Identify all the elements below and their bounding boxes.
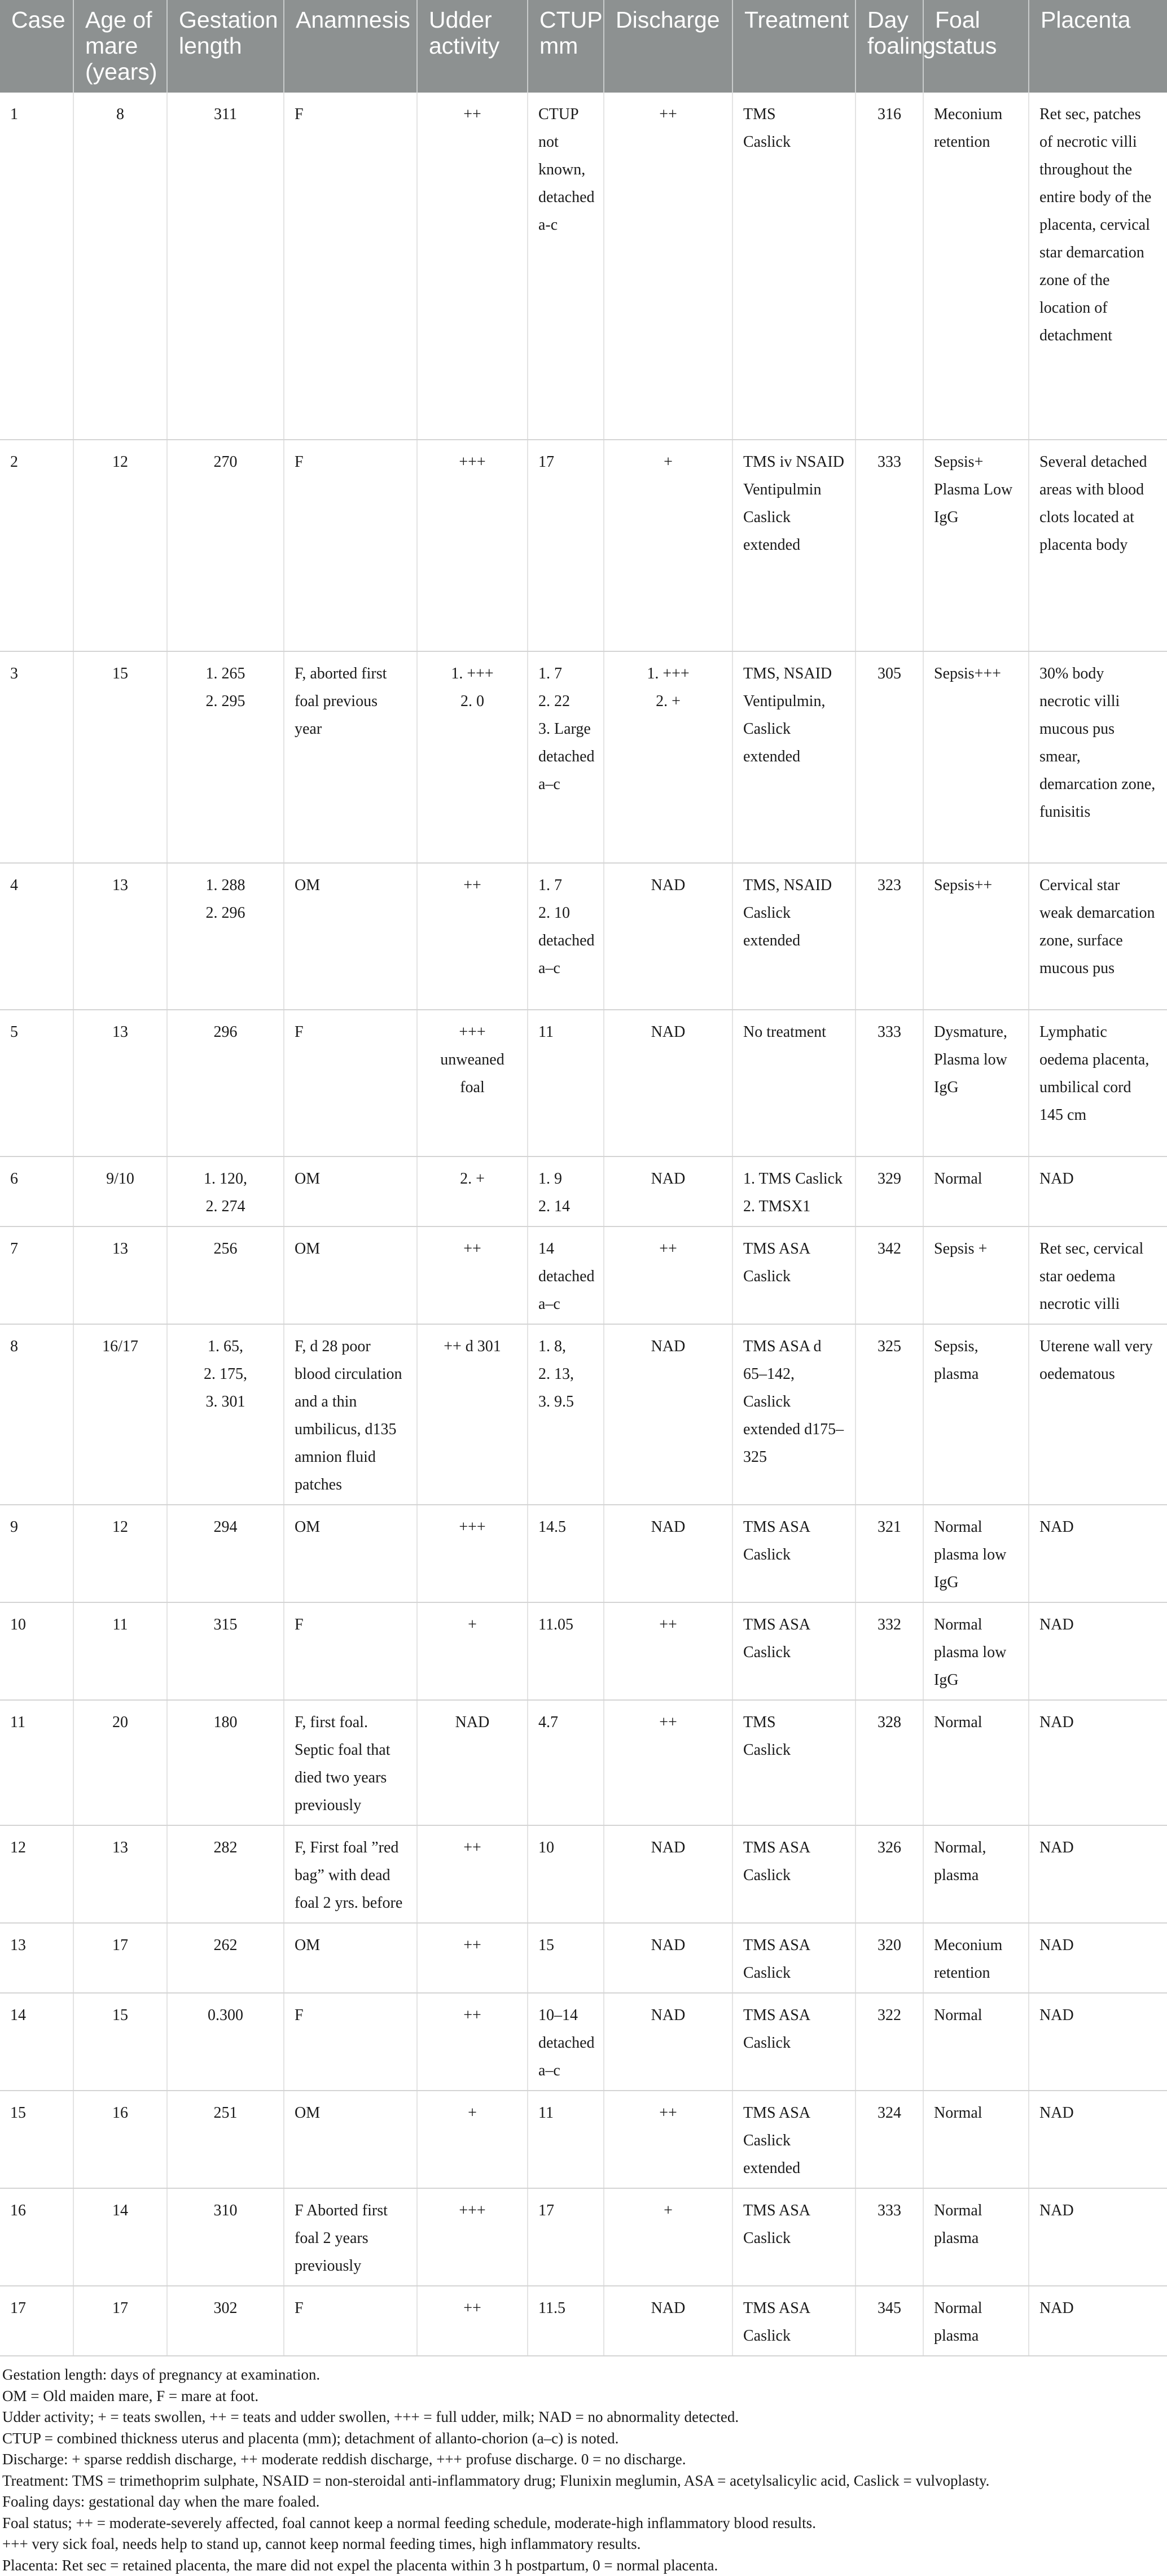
cell-foal-status: Normal (923, 1700, 1029, 1825)
table-row (0, 1700, 1167, 1825)
cell-treatment: TMS ASA d 65–142, Caslick extended d175–325 (732, 1324, 855, 1505)
cell-anamnesis: F (284, 440, 417, 651)
cell-discharge: NAD (604, 1010, 732, 1156)
cell-placenta: NAD (1029, 2188, 1167, 2286)
table-body (0, 93, 1167, 2356)
table-row (0, 1010, 1167, 1156)
footnote-line: Discharge: + sparse reddish discharge, ++ moderate reddish discharge, +++ profuse discharge. 0 = no discharge. (2, 2449, 1165, 2470)
cell-udder: ++ (417, 1993, 528, 2091)
cell-foal-status: Meconium retention (923, 1923, 1029, 1993)
cell-case: 16 (0, 2188, 73, 2286)
footnote-line: Foal status; ++ = moderate-severely affected, foal cannot keep a normal feeding schedule, moderate-high inflammatory blood results. (2, 2513, 1165, 2534)
cell-placenta: Lymphatic oedema placenta, umbilical cord 145 cm (1029, 1010, 1167, 1156)
cell-discharge: + (604, 2188, 732, 2286)
cell-foal-status: Sepsis+ Plasma Low IgG (923, 440, 1029, 651)
cell-gestation: 282 (167, 1825, 284, 1923)
cell-discharge: NAD (604, 863, 732, 1010)
cell-ctup: 11.05 (528, 1602, 604, 1700)
cell-treatment: TMS ASA Caslick extended (732, 2091, 855, 2188)
cell-udder: ++ (417, 1923, 528, 1993)
cell-gestation: 1. 120, 2. 274 (167, 1156, 284, 1226)
cell-case: 5 (0, 1010, 73, 1156)
cell-ctup: 17 (528, 440, 604, 651)
table-row (0, 1324, 1167, 1505)
cell-treatment: TMS ASA Caslick (732, 1226, 855, 1324)
cell-discharge: NAD (604, 2286, 732, 2356)
cell-treatment: TMS Caslick (732, 1700, 855, 1825)
table-footnotes (0, 2356, 1167, 2576)
cell-discharge: NAD (604, 1825, 732, 1923)
cell-case: 11 (0, 1700, 73, 1825)
cell-anamnesis: F (284, 1602, 417, 1700)
cell-foal-status: Normal plasma (923, 2188, 1029, 2286)
cell-foal-status: Normal (923, 2091, 1029, 2188)
cell-udder: 2. + (417, 1156, 528, 1226)
cell-treatment: TMS, NSAID Caslick extended (732, 863, 855, 1010)
cell-gestation: 256 (167, 1226, 284, 1324)
cell-foal-status: Sepsis + (923, 1226, 1029, 1324)
cell-treatment: TMS Caslick (732, 93, 855, 440)
cell-udder: +++ (417, 1505, 528, 1602)
cell-day-foaling: 320 (855, 1923, 923, 1993)
footnote-line: CTUP = combined thickness uterus and placenta (mm); detachment of allanto-chorion (a–c) is noted. (2, 2428, 1165, 2450)
cell-discharge: NAD (604, 1156, 732, 1226)
cell-udder: ++ (417, 1825, 528, 1923)
cell-case: 4 (0, 863, 73, 1010)
cell-placenta: NAD (1029, 1156, 1167, 1226)
cell-anamnesis: F, First foal ”red bag” with dead foal 2 yrs. before (284, 1825, 417, 1923)
cell-age: 12 (73, 440, 167, 651)
cell-anamnesis: F (284, 2286, 417, 2356)
cell-gestation: 270 (167, 440, 284, 651)
table-row (0, 2188, 1167, 2286)
cell-age: 17 (73, 2286, 167, 2356)
cell-foal-status: Normal (923, 1156, 1029, 1226)
cell-day-foaling: 345 (855, 2286, 923, 2356)
cell-ctup: 11 (528, 2091, 604, 2188)
cell-case: 10 (0, 1602, 73, 1700)
cell-treatment: TMS ASA Caslick (732, 2286, 855, 2356)
cell-day-foaling: 342 (855, 1226, 923, 1324)
cell-placenta: Ret sec, patches of necrotic villi throughout the entire body of the placenta, cervical star demarcation zone of the location of detachment (1029, 93, 1167, 440)
cell-ctup: 11.5 (528, 2286, 604, 2356)
cell-foal-status: Normal plasma (923, 2286, 1029, 2356)
table-row (0, 651, 1167, 863)
table-row (0, 93, 1167, 440)
cell-placenta: NAD (1029, 1825, 1167, 1923)
cell-age: 12 (73, 1505, 167, 1602)
header-row (0, 0, 1167, 93)
cell-udder: ++ (417, 93, 528, 440)
cell-age: 8 (73, 93, 167, 440)
cell-placenta: NAD (1029, 1993, 1167, 2091)
cell-foal-status: Normal (923, 1993, 1029, 2091)
cell-anamnesis: OM (284, 1226, 417, 1324)
cell-case: 13 (0, 1923, 73, 1993)
header-anamnesis: Anamnesis (284, 0, 417, 93)
cell-age: 16/17 (73, 1324, 167, 1505)
header-age-of-mare: Age of mare (years) (73, 0, 167, 93)
cell-case: 9 (0, 1505, 73, 1602)
table-row (0, 863, 1167, 1010)
cell-placenta: Cervical star weak demarcation zone, surface mucous pus (1029, 863, 1167, 1010)
cell-day-foaling: 333 (855, 1010, 923, 1156)
cell-age: 15 (73, 1993, 167, 2091)
cell-anamnesis: OM (284, 1505, 417, 1602)
cell-udder: ++ (417, 863, 528, 1010)
cell-treatment: TMS ASA Caslick (732, 1923, 855, 1993)
cell-udder: +++ (417, 440, 528, 651)
cell-placenta: NAD (1029, 2286, 1167, 2356)
cell-case: 7 (0, 1226, 73, 1324)
header-day-foaling: Day foaling (855, 0, 923, 93)
footnote-line: OM = Old maiden mare, F = mare at foot. (2, 2386, 1165, 2407)
cell-ctup: 4.7 (528, 1700, 604, 1825)
cell-foal-status: Normal plasma low IgG (923, 1602, 1029, 1700)
cell-age: 16 (73, 2091, 167, 2188)
table-row (0, 1156, 1167, 1226)
cell-gestation: 180 (167, 1700, 284, 1825)
cell-gestation: 1. 65, 2. 175, 3. 301 (167, 1324, 284, 1505)
cell-discharge: NAD (604, 1923, 732, 1993)
cell-day-foaling: 322 (855, 1993, 923, 2091)
cell-placenta: Uterene wall very oedematous (1029, 1324, 1167, 1505)
header-treatment: Treatment (732, 0, 855, 93)
table-row (0, 1825, 1167, 1923)
cell-day-foaling: 323 (855, 863, 923, 1010)
cell-treatment: TMS, NSAID Ventipulmin, Caslick extended (732, 651, 855, 863)
cell-placenta: NAD (1029, 1700, 1167, 1825)
cell-treatment: TMS ASA Caslick (732, 2188, 855, 2286)
cell-discharge: NAD (604, 1324, 732, 1505)
cell-day-foaling: 305 (855, 651, 923, 863)
cell-treatment: TMS ASA Caslick (732, 1505, 855, 1602)
cell-case: 8 (0, 1324, 73, 1505)
cell-placenta: NAD (1029, 1602, 1167, 1700)
cell-anamnesis: F, aborted first foal previous year (284, 651, 417, 863)
table-row (0, 440, 1167, 651)
footnote-line: Treatment: TMS = trimethoprim sulphate, NSAID = non-steroidal anti-inflammatory drug; Flunixin meglumin, ASA = acetylsalicylic acid, Caslick = vulvoplasty. (2, 2470, 1165, 2492)
cell-treatment: No treatment (732, 1010, 855, 1156)
cell-discharge: ++ (604, 1226, 732, 1324)
header-placenta: Placenta (1029, 0, 1167, 93)
cell-foal-status: Normal, plasma (923, 1825, 1029, 1923)
cell-gestation: 302 (167, 2286, 284, 2356)
cell-day-foaling: 326 (855, 1825, 923, 1923)
cell-ctup: CTUP not known, detached a-c (528, 93, 604, 440)
cell-foal-status: Dysmature, Plasma low IgG (923, 1010, 1029, 1156)
cell-discharge: ++ (604, 1602, 732, 1700)
cell-anamnesis: F (284, 1010, 417, 1156)
cell-age: 14 (73, 2188, 167, 2286)
cell-gestation: 310 (167, 2188, 284, 2286)
cell-anamnesis: OM (284, 1156, 417, 1226)
cell-gestation: 294 (167, 1505, 284, 1602)
cell-ctup: 10–14 detached a–c (528, 1993, 604, 2091)
cell-discharge: ++ (604, 1700, 732, 1825)
cell-case: 2 (0, 440, 73, 651)
header-gestation-length: Gestation length (167, 0, 284, 93)
table-row (0, 1226, 1167, 1324)
cell-udder: ++ d 301 (417, 1324, 528, 1505)
cell-ctup: 17 (528, 2188, 604, 2286)
cell-day-foaling: 329 (855, 1156, 923, 1226)
cell-anamnesis: OM (284, 1923, 417, 1993)
cell-day-foaling: 316 (855, 93, 923, 440)
cell-anamnesis: OM (284, 863, 417, 1010)
cell-day-foaling: 324 (855, 2091, 923, 2188)
cell-placenta: NAD (1029, 2091, 1167, 2188)
cell-treatment: TMS ASA Caslick (732, 1993, 855, 2091)
cell-placenta: NAD (1029, 1505, 1167, 1602)
cell-discharge: ++ (604, 2091, 732, 2188)
cell-day-foaling: 333 (855, 2188, 923, 2286)
cell-udder: + (417, 2091, 528, 2188)
cell-ctup: 1. 8, 2. 13, 3. 9.5 (528, 1324, 604, 1505)
footnote-line: Foaling days: gestational day when the mare foaled. (2, 2491, 1165, 2513)
footnote-line: Placenta: Ret sec = retained placenta, the mare did not expel the placenta within 3 h postpartum, 0 = normal placenta. (2, 2555, 1165, 2576)
cell-gestation: 251 (167, 2091, 284, 2188)
cell-gestation: 262 (167, 1923, 284, 1993)
cell-discharge: ++ (604, 93, 732, 440)
table-header (0, 0, 1167, 93)
cell-ctup: 1. 9 2. 14 (528, 1156, 604, 1226)
cell-discharge: 1. +++ 2. + (604, 651, 732, 863)
header-foal-status: Foal status (923, 0, 1029, 93)
header-udder-activity: Udder activity (417, 0, 528, 93)
cell-ctup: 1. 7 2. 22 3. Large detached a–c (528, 651, 604, 863)
cell-ctup: 11 (528, 1010, 604, 1156)
cell-foal-status: Meconium retention (923, 93, 1029, 440)
cell-gestation: 0.300 (167, 1993, 284, 2091)
table-row (0, 1923, 1167, 1993)
cell-case: 12 (0, 1825, 73, 1923)
cell-gestation: 1. 265 2. 295 (167, 651, 284, 863)
cell-case: 6 (0, 1156, 73, 1226)
footnote-line: Gestation length: days of pregnancy at examination. (2, 2364, 1165, 2386)
cell-treatment: 1. TMS Caslick 2. TMSX1 (732, 1156, 855, 1226)
cell-anamnesis: F (284, 1993, 417, 2091)
cell-anamnesis: F Aborted first foal 2 years previously (284, 2188, 417, 2286)
cell-foal-status: Normal plasma low IgG (923, 1505, 1029, 1602)
header-discharge: Discharge (604, 0, 732, 93)
header-ctup: CTUP mm (528, 0, 604, 93)
cell-age: 15 (73, 651, 167, 863)
cell-placenta: NAD (1029, 1923, 1167, 1993)
cell-anamnesis: F, first foal. Septic foal that died two years previously (284, 1700, 417, 1825)
cell-anamnesis: OM (284, 2091, 417, 2188)
cell-gestation: 311 (167, 93, 284, 440)
cell-placenta: 30% body necrotic villi mucous pus smear, demarcation zone, funisitis (1029, 651, 1167, 863)
cell-udder: +++ (417, 2188, 528, 2286)
footnote-line: Udder activity; + = teats swollen, ++ = teats and udder swollen, +++ = full udder, milk; NAD = no abnormality detected. (2, 2407, 1165, 2428)
cell-udder: +++ unweaned foal (417, 1010, 528, 1156)
cell-age: 11 (73, 1602, 167, 1700)
cell-day-foaling: 332 (855, 1602, 923, 1700)
cell-ctup: 14.5 (528, 1505, 604, 1602)
cell-treatment: TMS ASA Caslick (732, 1825, 855, 1923)
cell-ctup: 14 detached a–c (528, 1226, 604, 1324)
table-row (0, 2286, 1167, 2356)
cell-udder: ++ (417, 2286, 528, 2356)
cell-discharge: + (604, 440, 732, 651)
cell-udder: ++ (417, 1226, 528, 1324)
cell-day-foaling: 328 (855, 1700, 923, 1825)
cell-anamnesis: F (284, 93, 417, 440)
table-row (0, 2091, 1167, 2188)
cell-foal-status: Sepsis, plasma (923, 1324, 1029, 1505)
cell-gestation: 315 (167, 1602, 284, 1700)
cell-foal-status: Sepsis+++ (923, 651, 1029, 863)
cell-age: 9/10 (73, 1156, 167, 1226)
cell-ctup: 10 (528, 1825, 604, 1923)
cell-foal-status: Sepsis++ (923, 863, 1029, 1010)
cell-day-foaling: 333 (855, 440, 923, 651)
cell-udder: 1. +++ 2. 0 (417, 651, 528, 863)
cell-discharge: NAD (604, 1505, 732, 1602)
cell-case: 14 (0, 1993, 73, 2091)
cell-age: 13 (73, 863, 167, 1010)
cell-case: 17 (0, 2286, 73, 2356)
cell-placenta: Several detached areas with blood clots located at placenta body (1029, 440, 1167, 651)
cell-udder: + (417, 1602, 528, 1700)
cell-treatment: TMS iv NSAID Ventipulmin Caslick extended (732, 440, 855, 651)
cell-placenta: Ret sec, cervical star oedema necrotic villi (1029, 1226, 1167, 1324)
cell-age: 20 (73, 1700, 167, 1825)
header-case: Case (0, 0, 73, 93)
cell-case: 15 (0, 2091, 73, 2188)
cell-age: 13 (73, 1010, 167, 1156)
cell-ctup: 15 (528, 1923, 604, 1993)
cell-age: 13 (73, 1226, 167, 1324)
cell-anamnesis: F, d 28 poor blood circulation and a thin umbilicus, d135 amnion fluid patches (284, 1324, 417, 1505)
cell-case: 3 (0, 651, 73, 863)
cell-day-foaling: 321 (855, 1505, 923, 1602)
cell-case: 1 (0, 93, 73, 440)
table-row (0, 1993, 1167, 2091)
cell-ctup: 1. 7 2. 10 detached a–c (528, 863, 604, 1010)
cell-gestation: 1. 288 2. 296 (167, 863, 284, 1010)
cell-age: 17 (73, 1923, 167, 1993)
footnote-line: +++ very sick foal, needs help to stand up, cannot keep normal feeding times, high inflammatory results. (2, 2534, 1165, 2555)
cell-udder: NAD (417, 1700, 528, 1825)
cell-gestation: 296 (167, 1010, 284, 1156)
table-row (0, 1602, 1167, 1700)
cell-age: 13 (73, 1825, 167, 1923)
table-row (0, 1505, 1167, 1602)
cell-discharge: NAD (604, 1993, 732, 2091)
cell-day-foaling: 325 (855, 1324, 923, 1505)
cell-treatment: TMS ASA Caslick (732, 1602, 855, 1700)
